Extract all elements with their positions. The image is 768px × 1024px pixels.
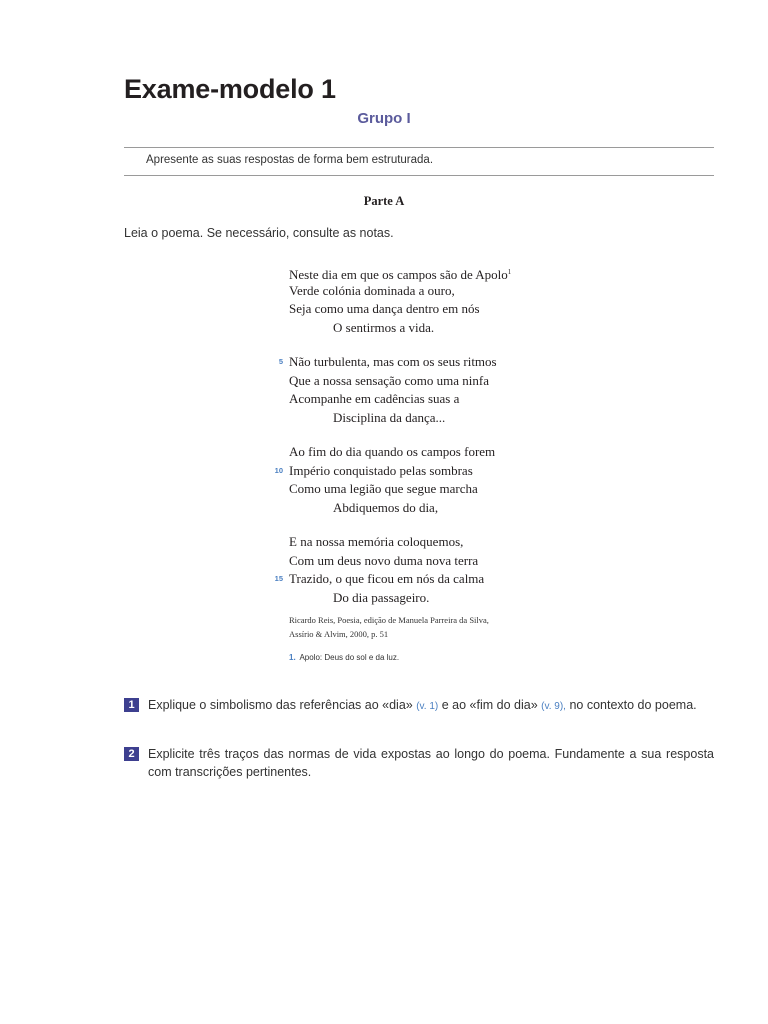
poem-verse: Disciplina da dança... [333, 409, 446, 425]
poem-verse: Acompanhe em cadências suas a [289, 391, 460, 406]
poem-verse: Verde colónia dominada a ouro, [289, 282, 455, 298]
question-1 [124, 696, 714, 716]
poem [274, 263, 512, 623]
page-title: Exame-modelo 1 [124, 74, 336, 104]
poem-verse: 5 Não turbulenta, mas com os seus ritmos [289, 353, 511, 372]
question-text: Explique o simbolismo das referências ao «dia» (v. 1) e ao «fim do dia» (v. 9), no contexto do poema. [148, 698, 697, 712]
poem-verse: 10 Império conquistado pelas sombras [289, 462, 511, 481]
reading-instruction: Leia o poema. Se necessário, consulte as notas. [124, 226, 394, 240]
poem-verse: Ao fim do dia quando os campos forem [289, 444, 496, 459]
poem-source [289, 613, 549, 641]
question-2 [124, 745, 714, 781]
verse-reference: (v. 9), [541, 701, 566, 712]
source-line: Assírio & Alvim, 2000, p. 51 [289, 629, 389, 639]
footnote-marker: 1 [507, 268, 512, 276]
poem-verse: Com um deus novo duma nova terra [289, 552, 479, 568]
poem-verse: E na nossa memória coloquemos, [289, 534, 464, 549]
poem-verse: 15 Trazido, o que ficou em nós da calma [289, 570, 511, 589]
part-title: Parte A [363, 194, 405, 208]
poem-stanza-3 [274, 443, 511, 517]
poem-stanza-4 [274, 533, 511, 607]
footnote-number: 1. [289, 653, 296, 662]
question-text: Explicite três traços das normas de vida expostas ao longo do poema. Fundamente a sua resposta com transcrições pertinentes. [148, 747, 714, 779]
poem-verse: Neste dia em que os campos são de Apolo$^1$ [289, 267, 512, 282]
poem-stanza-1 [289, 263, 511, 337]
footnote-text: Apolo: Deus do sol e da luz. [299, 653, 400, 662]
verse-reference: (v. 1) [416, 701, 439, 712]
source-line: Ricardo Reis, Poesia, edição de Manuela Parreira da Silva, [289, 615, 489, 625]
poem-verse: Abdiquemos do dia, [333, 499, 439, 515]
question-number-badge: 1 [124, 698, 139, 712]
instruction-box [124, 147, 714, 176]
poem-verse: Que a nossa sensação como uma ninfa [289, 372, 489, 388]
verse-number: 15 [274, 574, 283, 583]
poem-verse: Seja como uma dança dentro em nós [289, 301, 480, 316]
footnote [289, 653, 399, 662]
poem-verse: O sentirmos a vida. [333, 319, 435, 335]
question-number-badge: 2 [124, 747, 139, 761]
verse-number: 10 [274, 465, 283, 475]
instruction-text: Apresente as suas respostas de forma bem estruturada. [146, 154, 434, 166]
group-title: Grupo I [357, 110, 411, 127]
poem-stanza-2 [278, 353, 511, 427]
poem-verse: Do dia passageiro. [333, 589, 430, 605]
verse-number: 5 [278, 357, 283, 366]
poem-verse: Como uma legião que segue marcha [289, 481, 478, 496]
